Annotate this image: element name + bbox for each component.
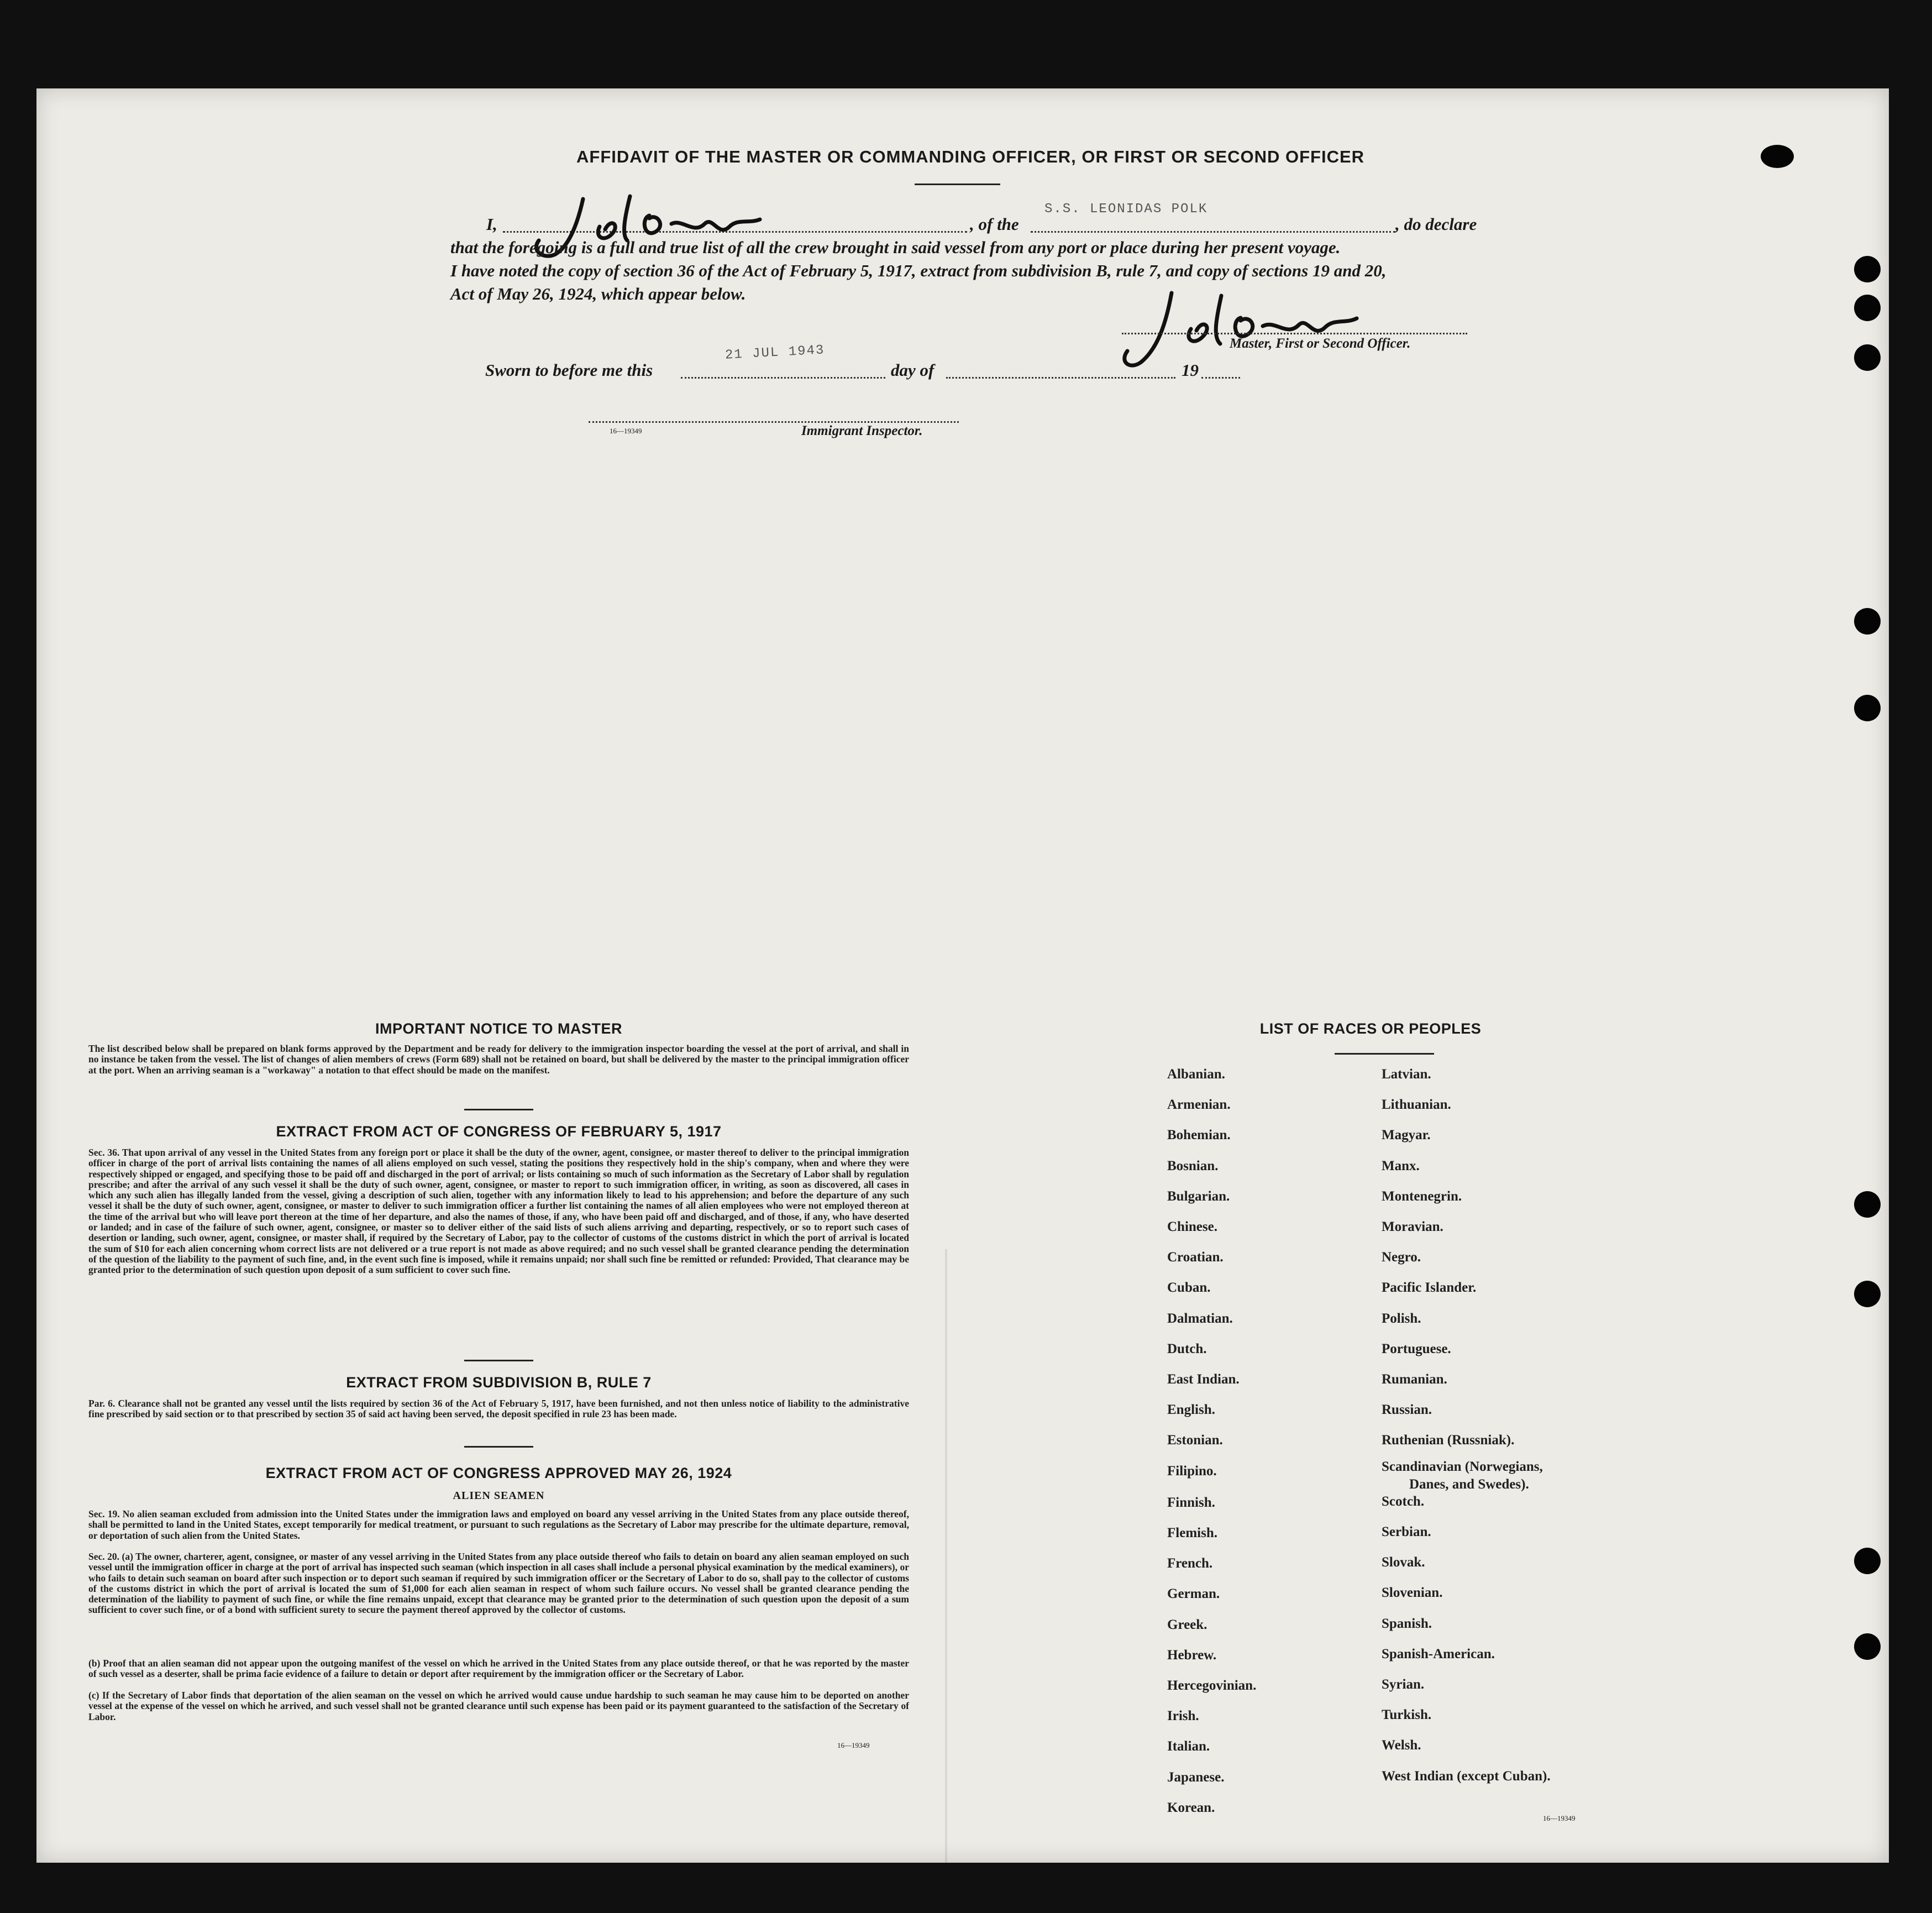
inspector-signature-line	[589, 421, 959, 423]
race-item: Latvian.	[1382, 1067, 1431, 1082]
race-item: German.	[1167, 1586, 1220, 1602]
of-the-label: , of the	[970, 214, 1019, 234]
notice-title: IMPORTANT NOTICE TO MASTER	[375, 1020, 622, 1037]
binder-hole	[1854, 1548, 1881, 1574]
race-item: West Indian (except Cuban).	[1382, 1768, 1551, 1784]
affidavit-line-2: that the foregoing is a full and true list of all the crew brought in said vessel from any port or place during her present voyage.	[450, 238, 1341, 257]
officer-signature-line	[1122, 333, 1467, 334]
race-item: Magyar.	[1382, 1128, 1431, 1143]
affidavit-line-3: I have noted the copy of section 36 of the Act of February 5, 1917, extract from subdivision B, rule 7, and copy of sections 19 and 20,	[450, 261, 1387, 280]
affidavit-form-number: 16—19349	[610, 427, 642, 435]
title-underline	[915, 184, 1000, 185]
race-item: Lithuanian.	[1382, 1097, 1451, 1113]
race-item: Slovenian.	[1382, 1585, 1443, 1601]
race-item: Polish.	[1382, 1311, 1421, 1326]
race-item: Turkish.	[1382, 1707, 1432, 1723]
extract-rule7-divider	[464, 1446, 533, 1448]
extract-1917-text: Sec. 36. That upon arrival of any vessel in the United States from any foreign port or place it shall be the duty of the owner, agent, consignee, or master thereof to deliver to the principal immigration officer in charge of the port of arrival lists containing the names of all aliens employed on such vessel, stating the positions they respectively hold in the ship's company, when and where they were respectively shipped or engaged, and specifying those to be paid off and discharged in the port of arrival; or lists containing so much of such information as the Secretary of Labor shall by regulation prescribe; and after the arrival of any such vessel it shall be the duty of such owner, agent, consignee, or master to report to such immigration officer, in writing, as soon as discovered, all cases in which any such alien has illegally landed from the vessel, giving a description of such alien, together with any information likely to lead to his apprehension; and before the departure of any such vessel it shall be the duty of such owner, agent, consignee, or master to deliver to such immigration officer a further list containing the names of all alien employees who were not employed thereon at the time of the arrival but who will leave port thereon at the time of her departure, and also the names of those, if any, who have been paid off and discharged, and of those, if any, who have deserted or landed; and in case of the failure of such owner, agent, consignee, or master so to deliver either of the said lists of such aliens arriving and departing, respectively, or so to report such cases of desertion or landing, such owner, agent, consignee, or master shall, if required by the Secretary of Labor, pay to the collector of customs of the customs district in which the port of arrival is located the sum of $10 for each alien concerning whom correct lists are not delivered or a true report is not made as above required; and no such vessel shall be granted clearance pending the determination of the question of the liability to the payment of such fine, and, in the event such fine is imposed, while it remains unpaid; nor shall such fine be remitted or refunded: Provided, That clearance may be granted prior to the determination of such question upon deposit of a sum sufficient to cover such fine.	[88, 1147, 909, 1276]
sec20a-text: Sec. 20. (a) The owner, charterer, agent, consignee, or master of any vessel arriving in the United States from any place outside thereof who fails to detain on board any alien seaman employed on such vessel until the immigration officer in charge at the port of arrival has inspected such seaman (which inspection in all cases shall include a personal physical examination by the medical examiners), or who fails to detain such seaman on board after such inspection or to deport such seaman if required by such immigration officer or the Secretary of Labor to do so, shall pay to the collector of customs of the customs district in which the port of arrival is located the sum of $1,000 for each alien seaman in respect of whom such failure occurs. No vessel shall be granted clearance pending the determination of the liability to payment of such fine, or while the fine remains unpaid, except that clearance may be granted prior to the determination of such question upon the deposit of a sum sufficient to cover such fine, or of a bond with sufficient surety to secure the payment thereof approved by the collector of customs.	[88, 1551, 909, 1616]
race-item: Dalmatian.	[1167, 1311, 1233, 1326]
race-item: Cuban.	[1167, 1280, 1211, 1296]
sworn-day-blank	[681, 377, 885, 379]
race-item: Armenian.	[1167, 1097, 1231, 1113]
year-blank	[1201, 377, 1240, 379]
vessel-blank	[1031, 231, 1395, 233]
i-label: I,	[486, 214, 497, 234]
month-blank	[946, 377, 1175, 379]
signature-officer	[1111, 282, 1365, 376]
race-item: Croatian.	[1167, 1250, 1224, 1265]
race-item: Slovak.	[1382, 1555, 1425, 1570]
binder-hole	[1854, 1191, 1881, 1218]
alien-seamen-subtitle: ALIEN SEAMEN	[453, 1490, 545, 1502]
page-fold	[945, 1249, 947, 1863]
race-item: Moravian.	[1382, 1219, 1443, 1234]
race-item: Bulgarian.	[1167, 1188, 1230, 1204]
race-item: Italian.	[1167, 1739, 1210, 1754]
binder-hole	[1854, 344, 1881, 371]
race-item: Chinese.	[1167, 1219, 1217, 1234]
race-item: Negro.	[1382, 1250, 1421, 1265]
race-item: Serbian.	[1382, 1524, 1431, 1539]
race-item: Albanian.	[1167, 1067, 1225, 1082]
race-item: Hercegovinian.	[1167, 1678, 1257, 1693]
sworn-label: Sworn to before me this	[485, 360, 653, 380]
notice-divider	[464, 1109, 533, 1110]
race-item: Filipino.	[1167, 1463, 1217, 1479]
race-item: Danes, and Swedes).	[1409, 1476, 1529, 1492]
race-item: Bosnian.	[1167, 1158, 1219, 1173]
race-item: Estonian.	[1167, 1433, 1223, 1448]
sworn-date-stamp: 21 JUL 1943	[725, 343, 826, 363]
races-form-number: 16—19349	[1543, 1814, 1576, 1822]
races-title: LIST OF RACES OR PEOPLES	[1259, 1020, 1482, 1037]
binder-hole	[1854, 295, 1881, 321]
race-item: Montenegrin.	[1382, 1188, 1462, 1204]
extract-rule7-title: EXTRACT FROM SUBDIVISION B, RULE 7	[346, 1374, 652, 1391]
extract-1924-title: EXTRACT FROM ACT OF CONGRESS APPROVED MAY 26, 1924	[265, 1465, 732, 1481]
extract-rule7-text: Par. 6. Clearance shall not be granted any vessel until the lists required by section 36 of the Act of February 5, 1917, have been furnished, and not then unless notice of liability to the administrative fine prescribed by said section or to that prescribed by section 35 of said act having been served, the deposit specified in rule 23 has been made.	[88, 1398, 909, 1420]
race-item: Spanish.	[1382, 1616, 1432, 1631]
race-item: Portuguese.	[1382, 1341, 1451, 1356]
race-item: Ruthenian (Russniak).	[1382, 1433, 1515, 1448]
race-item: Finnish.	[1167, 1495, 1215, 1510]
binder-hole	[1854, 608, 1881, 635]
extract-1917-title: EXTRACT FROM ACT OF CONGRESS OF FEBRUARY 5, 1917	[276, 1123, 722, 1140]
sec20c-text: (c) If the Secretary of Labor finds that deportation of the alien seaman on the vessel on which he arrived would cause undue hardship to such seaman he may cause him to be deported on another vessel at the expense of the vessel on which he arrived, and such vessel shall not be granted clearance until such expense has been paid or its payment guaranteed to the satisfaction of the Secretary of Labor.	[88, 1690, 909, 1722]
race-item: Dutch.	[1167, 1341, 1207, 1356]
officer-caption: Master, First or Second Officer.	[1230, 336, 1411, 351]
race-item: Welsh.	[1382, 1738, 1421, 1753]
race-item: Irish.	[1167, 1708, 1199, 1724]
year-label: 19	[1182, 360, 1199, 380]
extract-1917-divider	[464, 1360, 533, 1361]
binder-hole	[1854, 1281, 1881, 1307]
day-of-label: day of	[891, 360, 935, 380]
vessel-name-stamp: S.S. LEONIDAS POLK	[1044, 202, 1208, 217]
race-item: Pacific Islander.	[1382, 1280, 1477, 1296]
race-item: Japanese.	[1167, 1769, 1225, 1785]
race-item: East Indian.	[1167, 1372, 1240, 1387]
race-item: Syrian.	[1382, 1677, 1425, 1692]
race-item: Bohemian.	[1167, 1128, 1231, 1143]
notice-text: The list described below shall be prepared on blank forms approved by the Department and be ready for delivery to the immigration inspector boarding the vessel at the port of arrival, and shall in no instance be taken from the vessel. The list of changes of alien members of crews (Form 689) shall not be retained on board, but shall be delivered by the master to the principal immigration officer at the port. When an arriving seaman is a "workaway" a notation to that effect should be made on the manifest.	[88, 1043, 909, 1076]
sec20b-text: (b) Proof that an alien seaman did not appear upon the outgoing manifest of the vessel on which he arrived in the United States from any place outside thereof, or that he was reported by the master of such vessel as a deserter, shall be prima facie evidence of a failure to detain or deport after requirement by the immigration officer or the Secretary of Labor.	[88, 1658, 909, 1680]
race-item: Flemish.	[1167, 1526, 1217, 1540]
affidavit-title: AFFIDAVIT OF THE MASTER OR COMMANDING OFFICER, OR FIRST OR SECOND OFFICER	[576, 147, 1365, 166]
affidavit-line-4: Act of May 26, 1924, which appear below.	[450, 284, 746, 303]
race-item: Greek.	[1167, 1617, 1208, 1632]
race-item: Hebrew.	[1167, 1647, 1217, 1663]
binder-hole	[1854, 1633, 1881, 1660]
inspector-caption: Immigrant Inspector.	[801, 423, 923, 438]
race-item: Manx.	[1382, 1158, 1420, 1173]
race-item: Korean.	[1167, 1800, 1215, 1815]
binder-hole	[1761, 145, 1794, 168]
race-item: Rumanian.	[1382, 1372, 1447, 1387]
races-divider	[1335, 1053, 1434, 1055]
race-item: French.	[1167, 1556, 1213, 1571]
sec19-text: Sec. 19. No alien seaman excluded from admission into the United States under the immigration laws and employed on board any vessel arriving in the United States from any place outside thereof, shall be permitted to land in the United States, except temporarily for medical treatment, or pursuant to such regulations as the Secretary of Labor may prescribe for the ultimate departure, removal, or deportation of such alien from the United States.	[88, 1508, 909, 1541]
race-item: Scandinavian (Norwegians,	[1382, 1459, 1543, 1474]
binder-hole	[1854, 256, 1881, 282]
extract-form-number: 16—19349	[837, 1741, 870, 1749]
race-item: Scotch.	[1382, 1493, 1425, 1509]
do-declare-label: , do declare	[1395, 214, 1477, 234]
race-item: Russian.	[1382, 1402, 1432, 1418]
race-item: Spanish-American.	[1382, 1646, 1495, 1662]
binder-hole	[1854, 695, 1881, 721]
race-item: English.	[1167, 1402, 1215, 1418]
